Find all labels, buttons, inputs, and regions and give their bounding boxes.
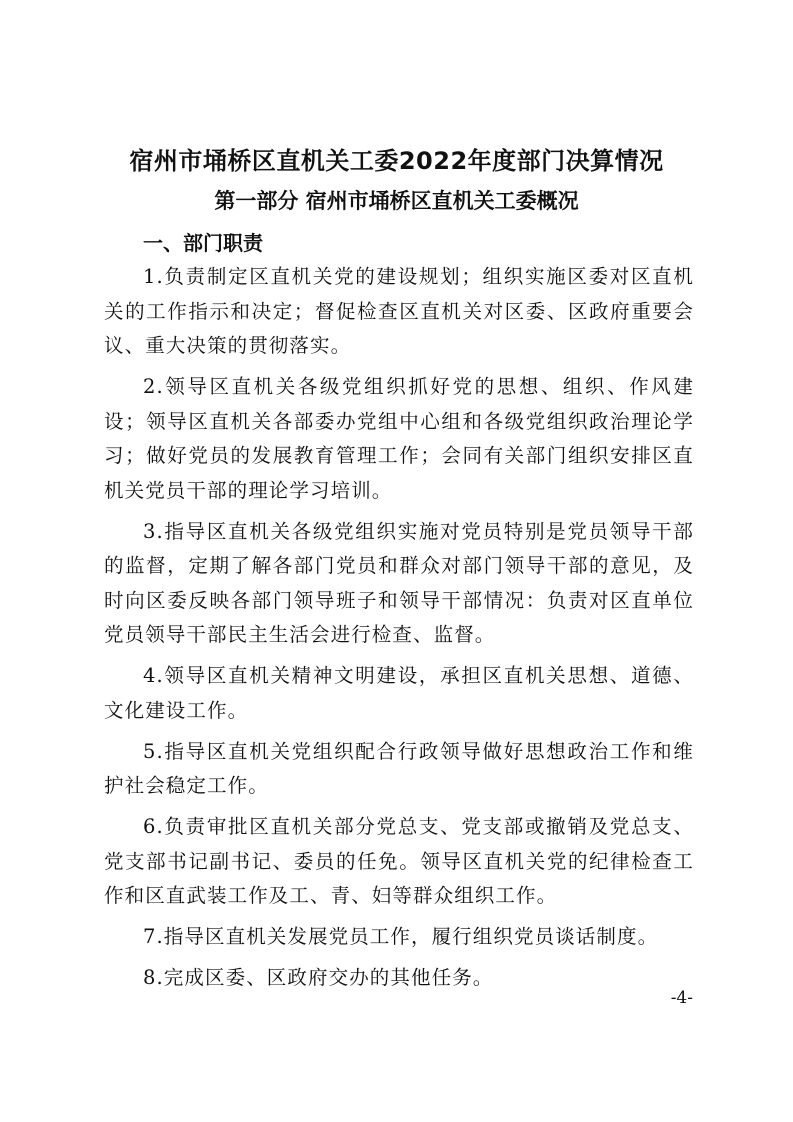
document-title: 宿州市埇桥区直机关工委2022年度部门决算情况 xyxy=(129,147,664,175)
paragraph-8: 8.完成区委、区政府交办的其他任务。 xyxy=(143,966,494,989)
paragraph-4: 4.领导区直机关精神文明建设，承担区直机关思想、道德、文化建设工作。 xyxy=(104,664,694,722)
paragraph-3: 3.指导区直机关各级党组织实施对党员特别是党员领导干部的监督，定期了解各部门党员和群众对部门领导干部的意见，及时向区委反映各部门领导班子和领导干部情况：负责对区直单位党员领导干部民主生活会进行检查、监督。 xyxy=(104,519,694,646)
paragraph-7: 7.指导区直机关发展党员工作，履行组织党员谈话制度。 xyxy=(143,925,659,948)
paragraph-1: 1.负责制定区直机关党的建设规划；组织实施区委对区直机关的工作指示和决定；督促检查区直机关对区委、区政府重要会议、重大决策的贯彻落实。 xyxy=(104,265,694,357)
section-heading: 一、部门职责 xyxy=(143,231,263,255)
paragraph-5: 5.指导区直机关党组织配合行政领导做好思想政治工作和维护社会稳定工作。 xyxy=(104,739,694,797)
paragraph-6: 6.负责审批区直机关部分党总支、党支部或撤销及党总支、党支部书记副书记、委员的任免。领导区直机关党的纪律检查工作和区直武装工作及工、青、妇等群众组织工作。 xyxy=(104,815,694,907)
paragraph-2: 2.领导区直机关各级党组织抓好党的思想、组织、作风建设；领导区直机关各部委办党组中心组和各级党组织政治理论学习；做好党员的发展教育管理工作；会同有关部门组织安排区直机关党员干部的理论学习培训。 xyxy=(104,375,694,502)
document-subtitle: 第一部分 宿州市埇桥区直机关工委概况 xyxy=(214,189,579,213)
page-number: -4- xyxy=(670,988,693,1008)
document-body xyxy=(104,260,694,1002)
